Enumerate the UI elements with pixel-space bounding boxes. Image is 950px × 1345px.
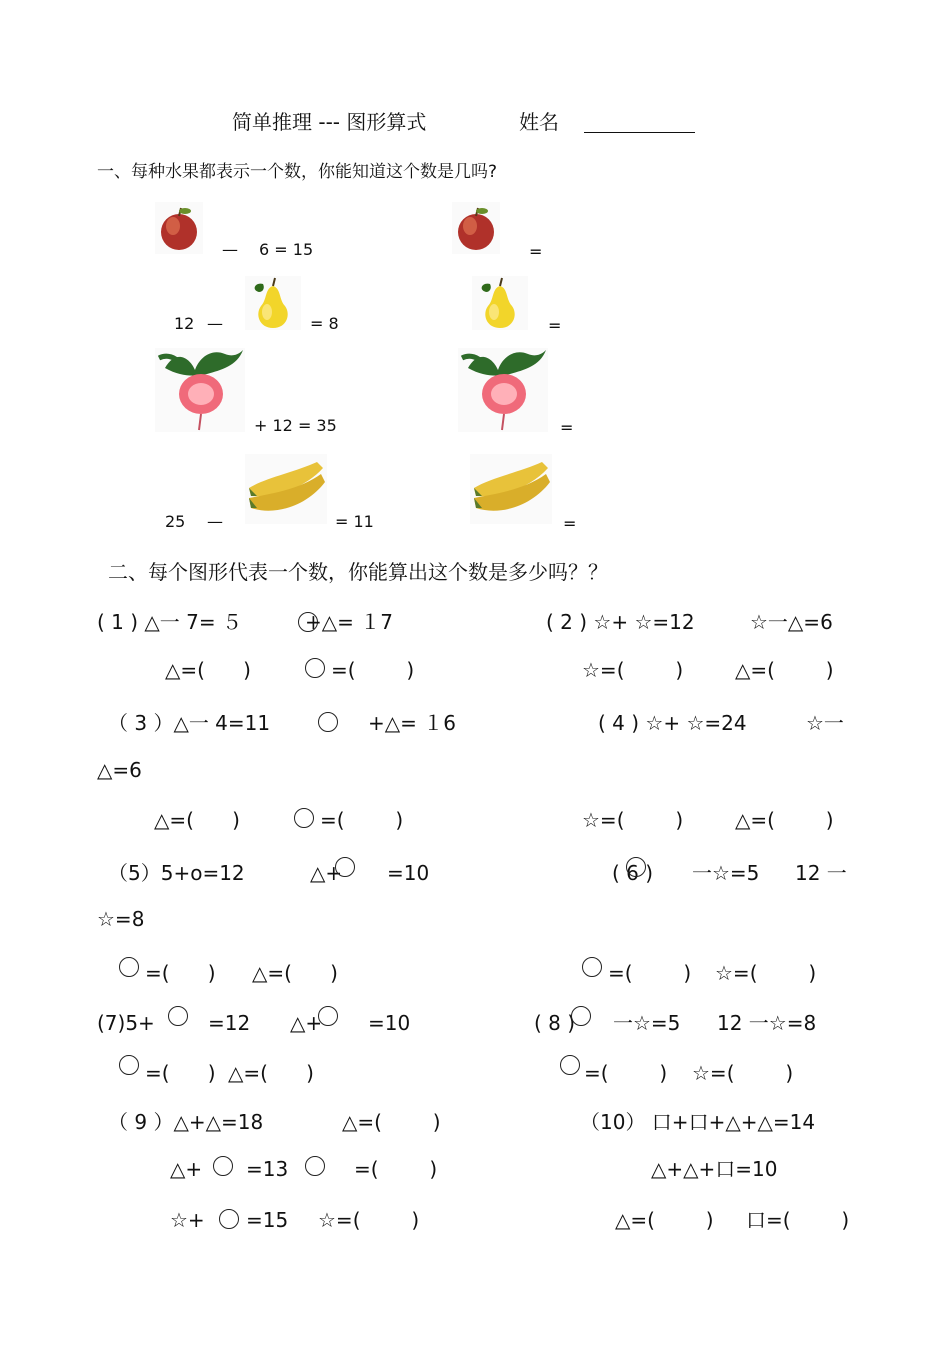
problem4-eq2-part1: ☆一 — [806, 711, 844, 735]
problem7-eq2-part2: =10 — [368, 1011, 411, 1035]
problem3-answer-circle[interactable]: =( ) — [320, 808, 404, 832]
problem3-answer-triangle[interactable]: △=( ) — [154, 808, 240, 832]
problem3-eq2: +△= １6 — [368, 711, 456, 735]
name-label: 姓名 — [519, 110, 559, 134]
circle-icon — [305, 658, 325, 678]
problem9-eq3-part2: =15 — [246, 1208, 289, 1232]
problem4-eq1: ( 4 ) ☆+ ☆=24 — [598, 711, 747, 735]
problem9-eq3-part1: ☆+ — [170, 1208, 205, 1232]
problem6-label: ( 6 ) — [612, 861, 654, 885]
circle-icon — [560, 1055, 580, 1075]
pear-left: 12 — [174, 314, 195, 333]
banana-icon — [470, 454, 552, 524]
problem9-eq2-part2: =13 — [246, 1157, 289, 1181]
pear-icon — [472, 276, 528, 330]
circle-icon — [219, 1209, 239, 1229]
radish-answer: = — [560, 418, 574, 437]
problem7-eq1-part2: =12 — [208, 1011, 251, 1035]
problem1-eq1: ( 1 ) △一 7= ５ — [97, 610, 242, 634]
banana-icon — [245, 454, 327, 524]
name-blank[interactable] — [584, 132, 695, 133]
problem2-eq2: ☆一△=6 — [750, 610, 833, 634]
problem8-eq2: 12 一☆=8 — [717, 1011, 817, 1035]
problem6-eq2-part1: 12 一 — [795, 861, 847, 885]
circle-icon — [119, 957, 139, 977]
banana-op: — — [207, 512, 223, 531]
circle-icon — [305, 1156, 325, 1176]
radish-icon — [458, 348, 548, 432]
problem7-eq2-part1: △+ — [290, 1011, 323, 1035]
circle-icon — [335, 857, 355, 877]
problem10-answer-triangle[interactable]: △=( ) — [615, 1208, 714, 1232]
pear-answer: = — [548, 316, 562, 335]
apple-icon — [452, 202, 500, 254]
problem8-eq1: 一☆=5 — [613, 1011, 681, 1035]
problem8-answer-circle[interactable]: =( ) — [584, 1061, 668, 1085]
problem2-answer-triangle[interactable]: △=( ) — [735, 658, 834, 682]
problem6-answer-circle[interactable]: =( ) — [608, 961, 692, 985]
problem5-eq1: （5）5+o=12 — [108, 861, 245, 885]
problem4-answer-star[interactable]: ☆=( ) — [582, 808, 684, 832]
page-title: 简单推理 --- 图形算式 — [232, 110, 427, 134]
problem10-eq1: （10） 口+口+△+△=14 — [580, 1110, 816, 1134]
pear-icon — [245, 276, 301, 330]
apple-answer: = — [529, 242, 543, 261]
banana-answer: = — [563, 514, 577, 533]
problem2-answer-star[interactable]: ☆=( ) — [582, 658, 684, 682]
pear-equation: = 8 — [310, 314, 339, 333]
problem6-eq1: 一☆=5 — [692, 861, 760, 885]
problem10-answer-square[interactable]: 口=( ) — [746, 1208, 850, 1232]
problem10-eq2: △+△+口=10 — [651, 1157, 778, 1181]
problem7-eq1-part1: (7)5+ — [97, 1011, 155, 1035]
problem8-answer-star[interactable]: ☆=( ) — [692, 1061, 794, 1085]
circle-icon — [213, 1156, 233, 1176]
section2-heading: 二、每个图形代表一个数，你能算出这个数是多少吗？？ — [108, 560, 608, 584]
problem9-eq2-part1: △+ — [170, 1157, 203, 1181]
problem5-eq2-part1: △+ — [310, 861, 343, 885]
circle-icon — [318, 1006, 338, 1026]
problem4-answer-triangle[interactable]: △=( ) — [735, 808, 834, 832]
problem3-eq1: （ 3 ）△一 4=11 — [108, 711, 271, 735]
banana-left: 25 — [165, 512, 186, 531]
problem5-answer-triangle[interactable]: △=( ) — [252, 961, 338, 985]
apple-equation: 6 = 15 — [259, 240, 314, 259]
problem1-answer-triangle[interactable]: △=( ) — [165, 658, 251, 682]
problem9-answer-triangle[interactable]: △=( ) — [342, 1110, 441, 1134]
problem8-label: ( 8 ) — [534, 1011, 576, 1035]
apple-icon — [155, 202, 203, 254]
apple-op: — — [222, 240, 238, 259]
problem5-answer-circle[interactable]: =( ) — [145, 961, 216, 985]
problem1-eq2: +△= １7 — [305, 610, 393, 634]
section1-heading: 一、每种水果都表示一个数，你能知道这个数是几吗? — [97, 162, 498, 182]
problem9-answer-circle[interactable]: =( ) — [354, 1157, 438, 1181]
problem9-answer-star[interactable]: ☆=( ) — [318, 1208, 420, 1232]
circle-icon — [571, 1006, 591, 1026]
problem2-eq1: ( 2 ) ☆+ ☆=12 — [546, 610, 695, 634]
circle-icon — [318, 712, 338, 732]
problem6-eq2-part2: ☆=8 — [97, 907, 145, 931]
problem4-eq2-part2: △=6 — [97, 758, 142, 782]
banana-equation: = 11 — [335, 512, 374, 531]
circle-icon — [168, 1006, 188, 1026]
problem5-eq2-part2: =10 — [387, 861, 430, 885]
problem6-answer-star[interactable]: ☆=( ) — [715, 961, 817, 985]
problem1-answer-circle[interactable]: =( ) — [331, 658, 415, 682]
circle-icon — [119, 1055, 139, 1075]
circle-icon — [294, 808, 314, 828]
radish-equation: + 12 = 35 — [254, 416, 337, 435]
problem9-eq1: （ 9 ）△+△=18 — [108, 1110, 264, 1134]
circle-icon — [582, 957, 602, 977]
pear-op: — — [207, 314, 223, 333]
radish-icon — [155, 348, 245, 432]
problem7-answer-circle[interactable]: =( ) — [145, 1061, 216, 1085]
problem7-answer-triangle[interactable]: △=( ) — [228, 1061, 314, 1085]
circle-icon — [626, 857, 646, 877]
